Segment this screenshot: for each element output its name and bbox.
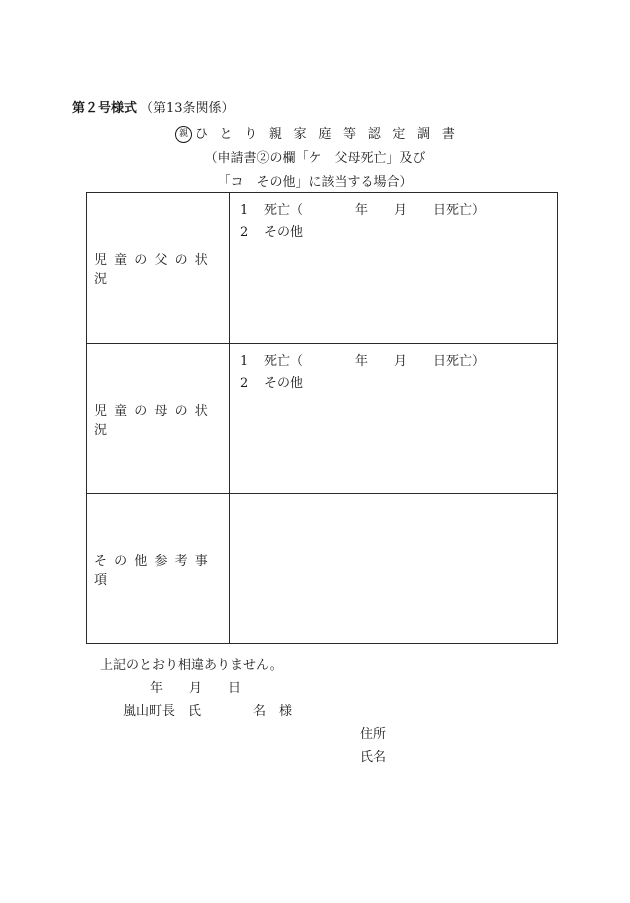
father-option-deceased[interactable] <box>240 199 485 218</box>
title-subtitle-line-1: （申請書②の欄「ケ 父母死亡」及び <box>204 151 426 166</box>
option-text: その他 <box>264 225 304 240</box>
father-option-other[interactable] <box>240 221 303 240</box>
mother-option-deceased[interactable] <box>240 350 485 369</box>
option-number: 2 <box>240 376 249 391</box>
option-text: その他 <box>264 376 304 391</box>
mother-status-field[interactable] <box>230 344 557 493</box>
address-label: 住所 <box>360 727 387 742</box>
option-text: 死亡（ 年 月 日死亡） <box>264 203 486 218</box>
title-subtitle-line-2: 「コ その他」に該当する場合） <box>217 175 413 190</box>
table-row-other-notes <box>87 493 557 643</box>
declaration-text: 上記のとおり相違ありません。 <box>100 658 283 673</box>
option-number: 1 <box>240 203 249 218</box>
circled-parent-mark: 親 <box>175 126 192 143</box>
option-number: 2 <box>240 225 249 240</box>
other-notes-field[interactable] <box>230 494 557 643</box>
table-row-mother <box>87 343 557 493</box>
father-status-field[interactable] <box>230 193 557 343</box>
mother-option-other[interactable] <box>240 372 303 391</box>
other-notes-label: その他参考事項 <box>94 553 215 588</box>
mother-status-label: 児童の母の状況 <box>94 403 215 438</box>
option-text: 死亡（ 年 月 日死亡） <box>264 354 486 369</box>
row-label-cell <box>87 494 230 643</box>
form-number: 第２号様式 <box>72 101 138 116</box>
date-line[interactable]: 年 月 日 <box>150 681 242 696</box>
option-number: 1 <box>240 354 249 369</box>
form-reference: （第13条関係） <box>140 101 235 116</box>
name-label: 氏名 <box>360 750 387 765</box>
document-title-text: ひとり親家庭等認定調書 <box>194 127 467 142</box>
table-row-father <box>87 193 557 343</box>
row-label-cell <box>87 193 230 343</box>
form-table <box>86 192 558 644</box>
document-title <box>0 123 630 143</box>
father-status-label: 児童の父の状況 <box>94 253 215 287</box>
addressee-line: 嵐山町長 氏 名 様 <box>123 704 293 719</box>
row-label-cell <box>87 344 230 493</box>
